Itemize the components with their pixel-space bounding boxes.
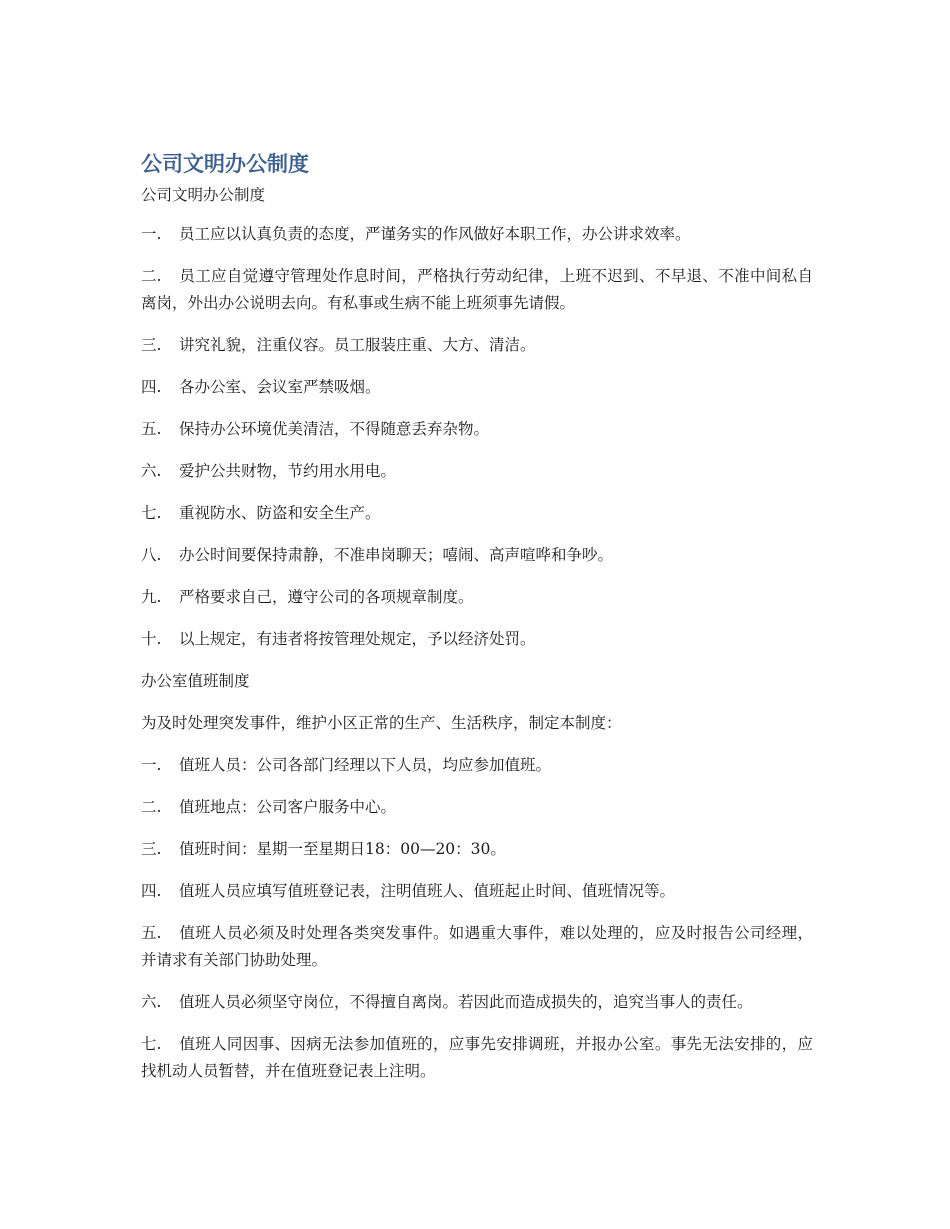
item-number: 一.: [141, 225, 162, 243]
item-number: 五.: [141, 420, 162, 438]
list-item: [141, 1031, 813, 1085]
item-text: 保持办公环境优美清洁，不得随意丢弃杂物。: [179, 420, 490, 438]
item-text: 讲究礼貌，注重仪容。员工服装庄重、大方、清洁。: [179, 336, 536, 354]
document-subtitle: 公司文明办公制度: [141, 186, 266, 204]
item-number: 四.: [141, 378, 162, 396]
document-title: 公司文明办公制度: [141, 152, 309, 176]
list-item: [141, 989, 813, 1016]
item-number: 六.: [141, 462, 162, 480]
item-number: 九.: [141, 588, 162, 606]
duty-rules-list: [141, 752, 813, 1085]
item-number: 十.: [141, 630, 162, 648]
list-item: [141, 374, 813, 401]
item-text: 值班人员必须坚守岗位，不得擅自离岗。若因此而造成损失的，追究当事人的责任。: [179, 993, 753, 1011]
list-item: [141, 626, 813, 653]
item-number: 八.: [141, 546, 162, 564]
list-item: [141, 836, 813, 863]
list-item: [141, 920, 813, 974]
list-item: [141, 458, 813, 485]
list-item: [141, 542, 813, 569]
item-text: 值班人同因事、因病无法参加值班的，应事先安排调班，并报办公室。事先无法安排的，应找机动人员暂替，并在值班登记表上注明。: [141, 1035, 813, 1080]
item-number: 五.: [141, 924, 162, 942]
item-text: 值班人员必须及时处理各类突发事件。如遇重大事件，难以处理的，应及时报告公司经理，并请求有关部门协助处理。: [141, 924, 813, 969]
list-item: [141, 263, 813, 317]
list-item: [141, 878, 813, 905]
item-text: 值班地点：公司客户服务中心。: [179, 798, 397, 816]
list-item: [141, 500, 813, 527]
item-text: 办公时间要保持肃静，不准串岗聊天；嘻闹、高声喧哗和争吵。: [179, 546, 614, 564]
item-number: 六.: [141, 993, 162, 1011]
item-number: 三.: [141, 336, 162, 354]
item-number: 二.: [141, 798, 162, 816]
list-item: [141, 584, 813, 611]
item-number: 一.: [141, 756, 162, 774]
item-text: 值班人员：公司各部门经理以下人员，均应参加值班。: [179, 756, 552, 774]
section-heading-duty: 办公室值班制度: [141, 672, 250, 690]
item-number: 二.: [141, 267, 162, 285]
list-item: [141, 221, 813, 248]
item-text: 员工应以认真负责的态度，严谨务实的作风做好本职工作，办公讲求效率。: [179, 225, 691, 243]
list-item: [141, 416, 813, 443]
item-text: 值班人员应填写值班登记表，注明值班人、值班起止时间、值班情况等。: [179, 882, 676, 900]
civility-rules-list: [141, 221, 813, 653]
list-item: [141, 752, 813, 779]
item-number: 七.: [141, 1035, 162, 1053]
section-intro-duty: 为及时处理突发事件，维护小区正常的生产、生活秩序，制定本制度：: [141, 714, 622, 732]
item-text: 爱护公共财物，节约用水用电。: [179, 462, 397, 480]
item-number: 三.: [141, 840, 162, 858]
item-text: 员工应自觉遵守管理处作息时间，严格执行劳动纪律，上班不迟到、不早退、不准中间私自离岗，外出办公说明去向。有私事或生病不能上班须事先请假。: [141, 267, 813, 312]
item-text: 重视防水、防盗和安全生产。: [179, 504, 381, 522]
item-text: 各办公室、会议室严禁吸烟。: [179, 378, 381, 396]
list-item: [141, 794, 813, 821]
item-number: 四.: [141, 882, 162, 900]
list-item: [141, 332, 813, 359]
document-page: [141, 148, 813, 1100]
item-text: 以上规定，有违者将按管理处规定，予以经济处罚。: [179, 630, 536, 648]
item-text: 严格要求自己，遵守公司的各项规章制度。: [179, 588, 474, 606]
item-text: 值班时间：星期一至星期日18：00—20：30。: [179, 840, 506, 858]
item-number: 七.: [141, 504, 162, 522]
